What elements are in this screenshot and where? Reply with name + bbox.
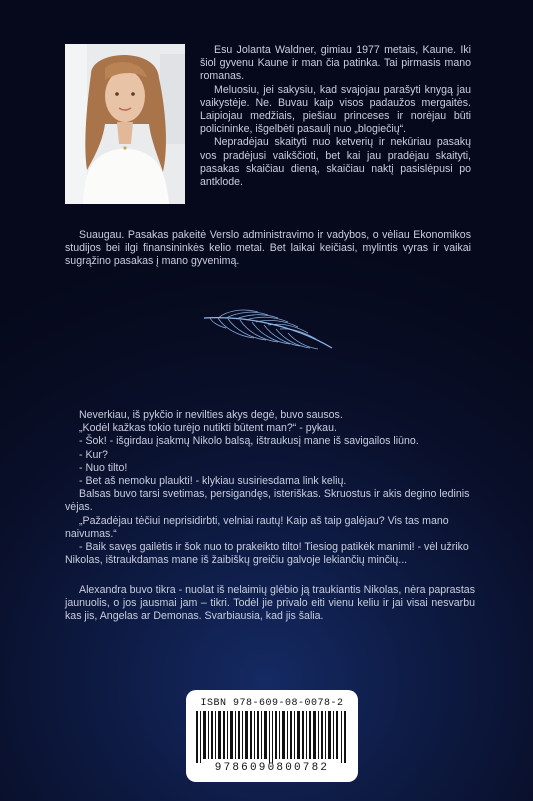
barcode (186, 690, 358, 782)
feather-icon (198, 308, 338, 361)
excerpt-line: - Šok! - išgirdau įsakmų Nikolo balsą, ištraukusį mane iš savigailos liūno. (79, 435, 419, 448)
isbn-label: ISBN 978-609-08-0078-2 (200, 698, 344, 709)
excerpt-line: „Pažadėjau tėčiui neprisidirbti, velniai rautų! Kaip aš taip galėjau? Vis tas mano naivumas.“ (65, 514, 449, 540)
excerpt-line: Balsas buvo tarsi svetimas, persigandęs, isteriškas. Skruostus ir akis degino ledinis vėjas. (65, 488, 470, 514)
book-excerpt (65, 409, 477, 567)
bio-paragraph: Nepradėjau skaityti nuo ketverių ir nekūriau pasakų vos pradėjusi vaikščioti, bet kai jau pradėjau skaityti, pasakas skaičiau dieną, skaičiau naktį pasislėpusi po antklode. (200, 136, 471, 189)
ean-digits: 9786090800782 (214, 762, 330, 774)
bio-paragraph: Meluosiu, jei sakysiu, kad svajojau parašyti knygą jau vaikystėje. Ne. Buvau kaip visos padaužos mergaitės. Laipiojau medžiais, piešiau princeses ir norėjau būti policininke, išgelbėti pasaulį nuo „blogiečių“. (200, 83, 471, 136)
excerpt-line: „Kodėl kažkas tokio turėjo nutikti būtent man?“ - pykau. (79, 422, 337, 435)
book-blurb: Alexandra buvo tikra - nuolat iš nelaimių glėbio ją traukiantis Nikolas, nėra paprastas jaunuolis, o jos jausmai jam – tikri. Todėl jie privalo eiti vienu keliu ir jai visai nesvarbu kas jis, Angelas ar Demonas. Svarbiausia, kad jis šalia. (65, 584, 475, 623)
excerpt-line: - Bet aš nemoku plaukti! - klykiau susiriesdama link kelių. (79, 475, 347, 488)
excerpt-line: - Baik savęs gailėtis ir šok nuo to prakeikto tilto! Tiesiog patikėk manimi! - vėl užriko Nikolas, ištraukdamas mane iš žaibiškų greičiu galvoje lekiančių minčių... (65, 541, 469, 567)
excerpt-line: - Nuo tilto! (79, 461, 128, 474)
author-bio (200, 44, 471, 189)
author-photo (65, 44, 185, 204)
bio-paragraph: Esu Jolanta Waldner, gimiau 1977 metais, Kaune. Iki šiol gyvenu Kaune ir man čia patinka. Tai pirmasis mano romanas. (200, 44, 471, 83)
barcode-icon (196, 711, 348, 763)
excerpt-line: Neverkiau, iš pykčio ir nevilties akys degė, buvo sausos. (79, 409, 343, 421)
bio-paragraph-tail: Suaugau. Pasakas pakeitė Verslo administravimo ir vadybos, o vėliau Ekonomikos studijos bei ilgi finansininkės kelio metai. Bet laikai keičiasi, mylintis vyras ir vaikai sugrąžino pasakas į mano gyvenimą. (65, 229, 471, 268)
excerpt-line: - Kur? (79, 448, 108, 461)
